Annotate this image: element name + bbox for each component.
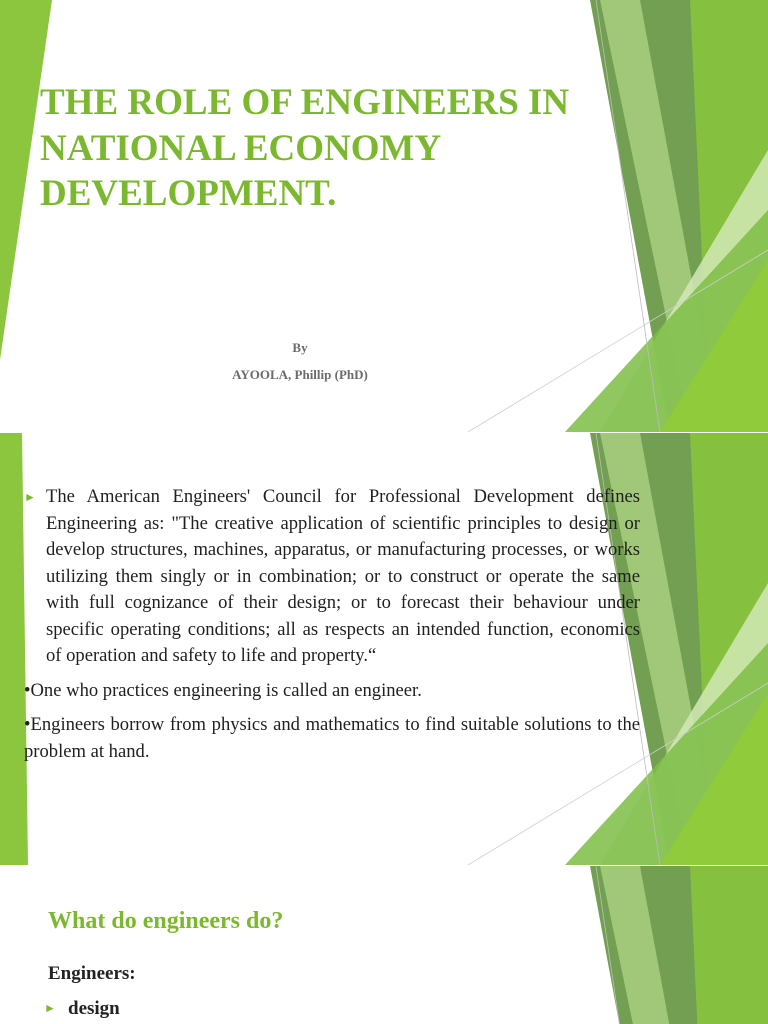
right-green-band	[690, 866, 768, 1024]
by-label: By	[292, 340, 308, 355]
engineer-tasks-list	[44, 998, 120, 1020]
arrow-bullet-icon: ►	[24, 490, 36, 504]
title-slide	[0, 0, 768, 432]
bullet-text: •One who practices engineering is called an engineer.	[24, 679, 422, 701]
bullet-text: •Engineers borrow from physics and mathematics to find suitable solutions to the problem at hand.	[24, 714, 640, 762]
list-item	[44, 998, 120, 1020]
slide-heading: What do engineers do?	[48, 908, 284, 934]
subheading: Engineers:	[48, 963, 136, 984]
slide-title: THE ROLE OF ENGINEERS IN NATIONAL ECONOMY DEVELOPMENT.	[40, 82, 570, 214]
arrow-bullet-icon: ►	[44, 1001, 56, 1015]
bullet-item	[24, 712, 640, 765]
bullet-item	[24, 678, 640, 705]
author-name: AYOOLA, Phillip (PhD)	[232, 367, 368, 382]
what-engineers-do-slide	[0, 866, 768, 1024]
slide-body	[24, 484, 640, 773]
list-item-text: design	[68, 998, 120, 1019]
bullet-text: The American Engineers' Council for Professional Development defines Engineering as: "The creative application of scientific principles to design or develop structures, machines, apparatus, or manufacturing processes, or works utilizing them singly or in combination; or to construct or operate the same with full cognizance of their design; or to forecast their behaviour under specific operating conditions; all as respects an intended function, economics of operation and safety to life and property.“	[46, 486, 640, 666]
bullet-item	[24, 484, 640, 670]
definition-slide	[0, 433, 768, 865]
